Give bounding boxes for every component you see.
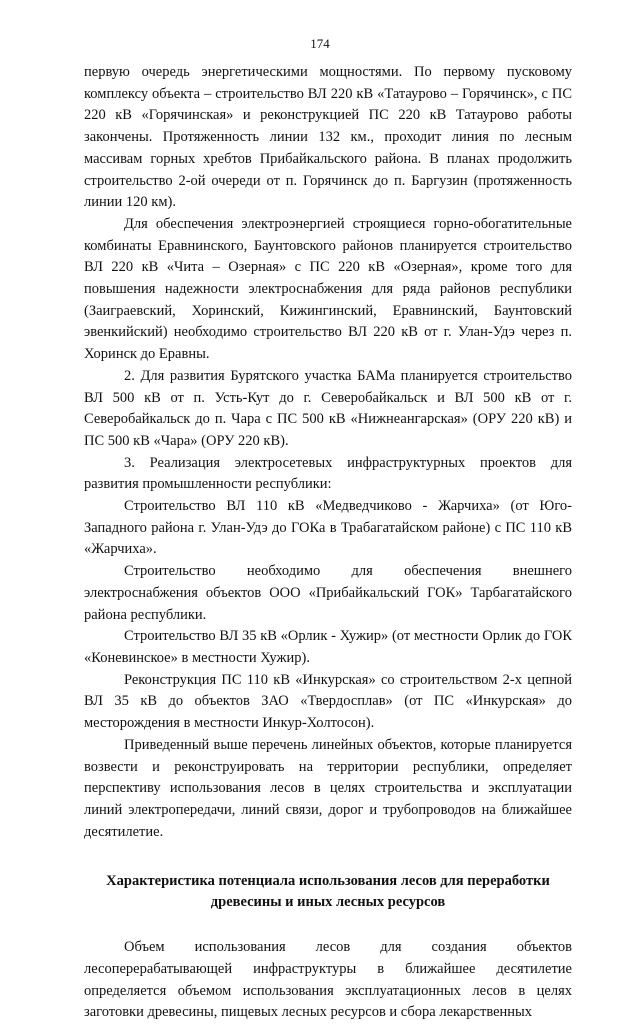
paragraph-power-capacity: первую очередь энергетическими мощностями. По первому пусковому комплексу объекта – строительство ВЛ 220 кВ «Татаурово – Горячинск», с ПС 220 кВ «Горячинская» и реконструкцией ПС 220 кВ Татаурово работы закончены. Протяженность линии 132 км., проходит линия по лесным массивам горных хребтов Прибайкальского района. В планах продолжить строительство 2-ой очереди от п. Горячинск до п. Баргузин (протяженность линии 120 км). (84, 64, 572, 211)
section-heading: Характеристика потенциала использования лесов для переработки древесины и иных лесных ресурсов (106, 873, 550, 911)
paragraph-orlik-line: Строительство ВЛ 35 кВ «Орлик - Хужир» (от местности Орлик до ГОК «Коневинское» в местности Хужир). (84, 628, 572, 666)
paragraph-grid-projects: 3. Реализация электросетевых инфраструктурных проектов для развития промышленности республики: (84, 454, 572, 493)
page-body (84, 62, 572, 1024)
paragraph-pribaikalsky-gok: Строительство необходимо для обеспечения внешнего электроснабжения объектов ООО «Прибайкальский ГОК» Тарбагатайского района республики. (84, 563, 572, 623)
paragraph-inkurskaya-substation: Реконструкция ПС 110 кВ «Инкурская» со строительством 2-х цепной ВЛ 35 кВ до объектов ЗАО «Твердосплав» (от ПС «Инкурская» до месторождения в местности Инкур-Холтосон). (84, 671, 572, 732)
paragraph-mining-power: Для обеспечения электроэнергией строящиеся горно-обогатительные комбинаты Еравнинского, Баунтовского районов планируется строительство ВЛ 220 кВ «Чита – Озерная» с ПС 220 кВ «Озерная», кроме того для повышения надежности электроснабжения для ряда районов республики (Заиграевский, Хоринский, Кижингинский, Еравнинский, Баунтовский эвенкийский) необходимо строительство ВЛ 220 кВ от г. Улан-Удэ через п. Хоринск до Еравны. (84, 215, 572, 363)
paragraph-linear-objects-summary: Приведенный выше перечень линейных объектов, которые планируется возвести и реконструировать на территории республики, определяет перспективу использования лесов в целях строительства и эксплуатации линий электропередачи, линий связи, дорог и трубопроводов на ближайшее десятилетие. (84, 736, 572, 840)
page-number: 174 (310, 36, 330, 51)
paragraph-bam-section: 2. Для развития Бурятского участка БАМа планируется строительство ВЛ 500 кВ от п. Усть-Кут до г. Северобайкальск и ВЛ 500 кВ от г. Северобайкальск до п. Чара с ПС 500 кВ «Нижнеангарская» (ОРУ 220 кВ) и ПС 500 кВ «Чара» (ОРУ 220 кВ). (84, 367, 572, 449)
paragraph-medvedchikovo-line: Строительство ВЛ 110 кВ «Медведчиково - Жарчиха» (от Юго-Западного района г. Улан-Удэ до ГОКа в Трабагатайском районе) с ПС 110 кВ «Жарчиха». (84, 498, 572, 558)
paragraph-forest-use-volume: Объем использования лесов для создания объектов лесоперерабатывающей инфраструктуры в ближайшее десятилетие определяется объемом использования эксплуатационных лесов в целях заготовки древесины, пищевых лесных ресурсов и сбора лекарственных (84, 939, 572, 1021)
